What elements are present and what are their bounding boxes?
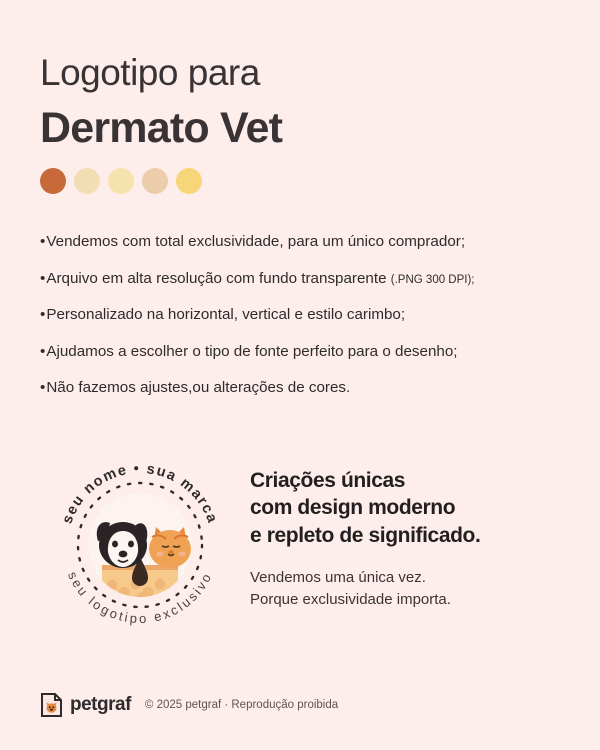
list-item-label: Arquivo em alta resolução com fundo transparente xyxy=(46,269,391,287)
promo-subcopy xyxy=(250,567,480,612)
color-swatch xyxy=(176,168,202,194)
middle-section xyxy=(40,445,560,645)
color-swatch xyxy=(108,168,134,194)
list-item-label: Personalizado na horizontal, vertical e estilo carimbo; xyxy=(46,306,406,324)
list-item-label: Vendemos com total exclusividade, para um único comprador; xyxy=(46,233,466,251)
color-swatch xyxy=(74,168,100,194)
bullet-icon: • xyxy=(40,342,46,360)
list-item-note: (.PNG 300 DPI); xyxy=(390,273,475,286)
color-palette xyxy=(40,168,560,194)
footer xyxy=(40,692,338,718)
brand-logo xyxy=(40,692,131,718)
promo-subcopy-line2: Porque exclusividade importa. xyxy=(250,591,451,609)
bullet-icon: • xyxy=(40,306,46,324)
bullet-icon: • xyxy=(40,233,46,251)
copyright-text: © 2025 petgraf · Reprodução proibida xyxy=(144,699,339,711)
list-item-label: Ajudamos a escolher o tipo de fonte perfeito para o desenho; xyxy=(46,342,458,360)
petgraf-logo-icon xyxy=(40,692,64,718)
badge-text-top: seu nome • sua marca xyxy=(59,460,221,527)
feature-list xyxy=(40,232,560,399)
promo-headline-line3: e repleto de significado. xyxy=(250,523,481,547)
bullet-icon: • xyxy=(40,379,46,397)
page-title-prefix: Logotipo para xyxy=(40,52,260,93)
header xyxy=(40,0,560,154)
logo-badge xyxy=(40,445,240,645)
list-item xyxy=(40,269,560,290)
bullet-icon: • xyxy=(40,269,46,287)
promo-headline xyxy=(250,467,480,549)
promo-copy xyxy=(250,445,480,612)
brand-name: petgraf xyxy=(70,694,131,715)
list-item xyxy=(40,232,560,253)
list-item xyxy=(40,342,560,363)
color-swatch xyxy=(40,168,66,194)
color-swatch xyxy=(142,168,168,194)
promo-subcopy-line1: Vendemos uma única vez. xyxy=(250,568,426,586)
logo-badge-artwork xyxy=(40,445,240,645)
list-item xyxy=(40,305,560,326)
promo-headline-line2: com design moderno xyxy=(250,496,456,520)
badge-text-bottom: seu logotipo exclusivo xyxy=(64,569,216,627)
promo-headline-line1: Criações únicas xyxy=(250,469,406,492)
list-item xyxy=(40,378,560,399)
cat-illustration xyxy=(149,527,191,568)
list-item-label: Não fazemos ajustes,ou alterações de cores. xyxy=(46,379,351,397)
page-title: Dermato Vet xyxy=(40,103,283,152)
badge-illustration xyxy=(88,493,192,602)
